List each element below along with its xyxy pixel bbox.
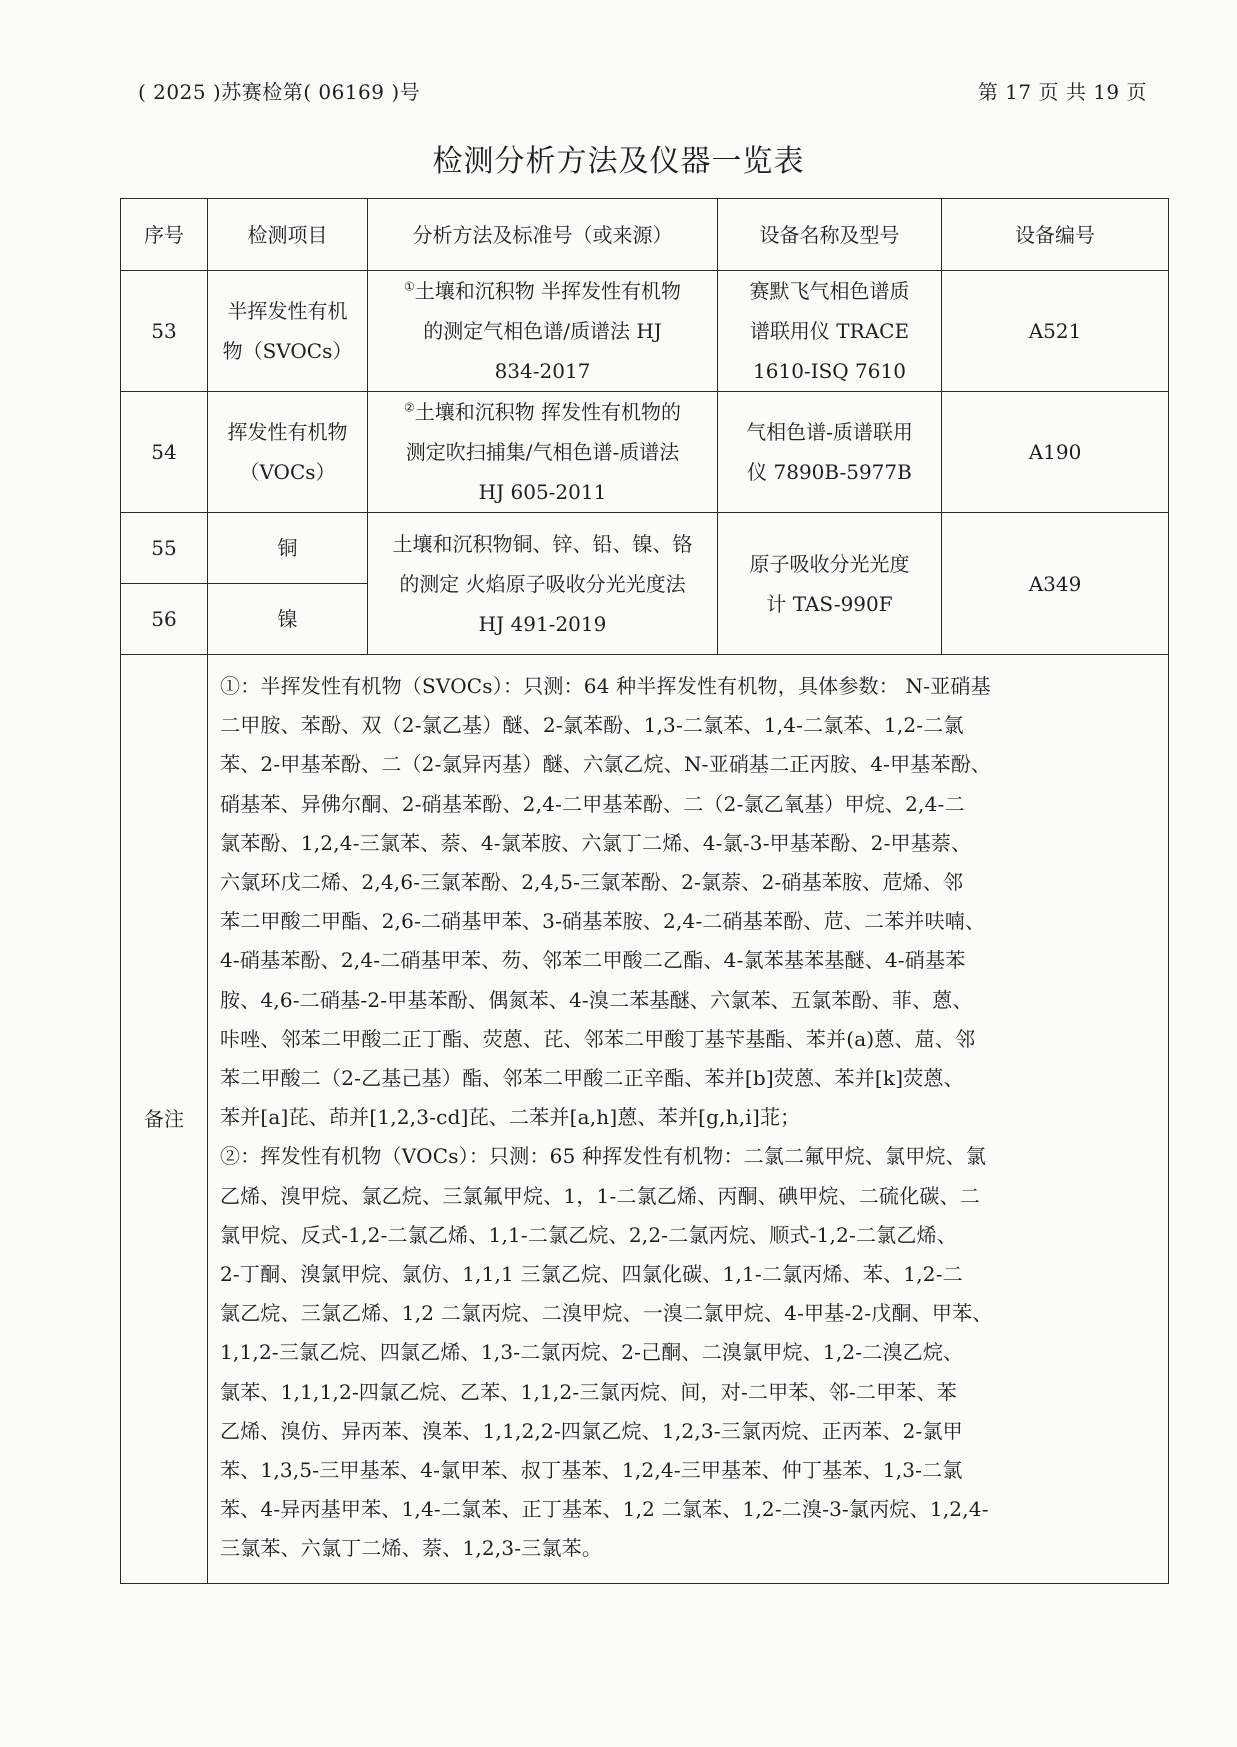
col-header-device-no: 设备编号 — [942, 199, 1169, 271]
row-no: 53 — [121, 271, 208, 392]
note-line: 苯二甲酸二甲酯、2,6-二硝基甲苯、3-硝基苯胺、2,4-二硝基苯酚、苊、二苯并呋喃、 — [220, 909, 986, 934]
row-method: 土壤和沉积物铜、锌、铅、镍、铬 的测定 火焰原子吸收分光光度法 HJ 491-2019 — [368, 513, 718, 655]
note-line: 乙烯、溴甲烷、氯乙烷、三氯氟甲烷、1，1-二氯乙烯、丙酮、碘甲烷、二硫化碳、二 — [220, 1183, 981, 1208]
row-no: 54 — [121, 392, 208, 513]
table-row — [121, 392, 1169, 513]
note-line: 三氯苯、六氯丁二烯、萘、1,2,3-三氯苯。 — [220, 1536, 603, 1561]
row-item: 镍 — [208, 584, 368, 655]
note-line: 苯二甲酸二（2-乙基己基）酯、邻苯二甲酸二正辛酯、苯并[b]荧蒽、苯并[k]荧蒽、 — [220, 1066, 964, 1091]
row-no: 55 — [121, 513, 208, 584]
note-line: 乙烯、溴仿、异丙苯、溴苯、1,1,2,2-四氯乙烷、1,2,3-三氯丙烷、正丙苯、2-氯甲 — [220, 1418, 963, 1443]
col-header-item: 检测项目 — [208, 199, 368, 271]
note-line: 氯苯、1,1,1,2-四氯乙烷、乙苯、1,1,2-三氯丙烷、间，对-二甲苯、邻-二甲苯、苯 — [220, 1379, 957, 1404]
table-row — [121, 271, 1169, 392]
row-device: 原子吸收分光光度 计 TAS-990F — [718, 513, 942, 655]
note-line: 苯并[a]芘、茚并[1,2,3-cd]芘、二苯并[a,h]蒽、苯并[g,h,i]苝； — [220, 1105, 801, 1130]
row-device: 气相色谱-质谱联用 仪 7890B-5977B — [718, 392, 942, 513]
row-device-no: A349 — [942, 513, 1169, 655]
row-item: 半挥发性有机 物（SVOCs） — [208, 271, 368, 392]
row-no: 56 — [121, 584, 208, 655]
note-line: ②：挥发性有机物（VOCs）：只测：65 种挥发性有机物：二氯二氟甲烷、氯甲烷、氯 — [220, 1144, 987, 1169]
note-marker: ② — [403, 400, 415, 415]
note-line: 苯、4-异丙基甲苯、1,4-二氯苯、正丁基苯、1,2 二氯苯、1,2-二溴-3-氯丙烷、1,2,4- — [220, 1497, 989, 1522]
note-line: 二甲胺、苯酚、双（2-氯乙基）醚、2-氯苯酚、1,3-二氯苯、1,4-二氯苯、1,2-二氯 — [220, 713, 964, 738]
table-row — [121, 513, 1169, 584]
row-device: 赛默飞气相色谱质 谱联用仪 TRACE 1610-ISQ 7610 — [718, 271, 942, 392]
note-line: 苯、2-甲基苯酚、二（2-氯异丙基）醚、六氯乙烷、N-亚硝基二正丙胺、4-甲基苯酚、 — [220, 752, 992, 777]
note-line: 氯乙烷、三氯乙烯、1,2 二氯丙烷、二溴甲烷、一溴二氯甲烷、4-甲基-2-戊酮、甲苯、 — [220, 1301, 993, 1326]
page-number: 第 17 页 共 19 页 — [977, 80, 1147, 104]
col-header-no: 序号 — [121, 199, 208, 271]
note-line: 1,1,2-三氯乙烷、四氯乙烯、1,3-二氯丙烷、2-己酮、二溴氯甲烷、1,2-二溴乙烷、 — [220, 1340, 964, 1365]
method-instrument-table — [120, 198, 1169, 1584]
notes-label: 备注 — [121, 655, 208, 1584]
note-line: 氯甲烷、反式-1,2-二氯乙烯、1,1-二氯乙烷、2,2-二氯丙烷、顺式-1,2-二氯乙烯、 — [220, 1222, 957, 1247]
note-line: 硝基苯、异佛尔酮、2-硝基苯酚、2,4-二甲基苯酚、二（2-氯乙氧基）甲烷、2,4-二 — [220, 791, 965, 816]
notes-row — [121, 655, 1169, 1584]
row-device-no: A521 — [942, 271, 1169, 392]
note-line: 六氯环戊二烯、2,4,6-三氯苯酚、2,4,5-三氯苯酚、2-氯萘、2-硝基苯胺、苊烯、邻 — [220, 870, 964, 895]
note-marker: ① — [403, 279, 415, 294]
note-line: 2-丁酮、溴氯甲烷、氯仿、1,1,1 三氯乙烷、四氯化碳、1,1-二氯丙烯、苯、1,2-二 — [220, 1262, 963, 1287]
report-header — [138, 76, 1147, 105]
row-device-no: A190 — [942, 392, 1169, 513]
note-line: 氯苯酚、1,2,4-三氯苯、萘、4-氯苯胺、六氯丁二烯、4-氯-3-甲基苯酚、2-甲基萘、 — [220, 830, 972, 855]
note-line: ①：半挥发性有机物（SVOCs）：只测：64 种半挥发性有机物，具体参数： N-亚硝基 — [220, 674, 991, 698]
note-line: 胺、4,6-二硝基-2-甲基苯酚、偶氮苯、4-溴二苯基醚、六氯苯、五氯苯酚、菲、蒽、 — [220, 987, 973, 1012]
table-header-row — [121, 199, 1169, 271]
note-line: 咔唑、邻苯二甲酸二正丁酯、荧蒽、芘、邻苯二甲酸丁基苄基酯、苯并(a)蒽、䓛、邻 — [220, 1026, 976, 1051]
page-title: 检测分析方法及仪器一览表 — [432, 144, 805, 179]
notes-content — [208, 655, 1169, 1584]
row-method: ①土壤和沉积物 半挥发性有机物 的测定气相色谱/质谱法 HJ 834-2017 — [368, 271, 718, 392]
note-line: 苯、1,3,5-三甲基苯、4-氯甲苯、叔丁基苯、1,2,4-三甲基苯、仲丁基苯、1,3-二氯 — [220, 1458, 963, 1483]
row-item: 铜 — [208, 513, 368, 584]
row-method: ②土壤和沉积物 挥发性有机物的 测定吹扫捕集/气相色谱-质谱法 HJ 605-2011 — [368, 392, 718, 513]
note-line: 4-硝基苯酚、2,4-二硝基甲苯、芴、邻苯二甲酸二乙酯、4-氯苯基苯基醚、4-硝基苯 — [220, 948, 966, 973]
row-item: 挥发性有机物 （VOCs） — [208, 392, 368, 513]
col-header-device: 设备名称及型号 — [718, 199, 942, 271]
report-number: ( 2025 )苏赛检第( 06169 )号 — [138, 80, 421, 104]
col-header-method: 分析方法及标准号（或来源） — [368, 199, 718, 271]
